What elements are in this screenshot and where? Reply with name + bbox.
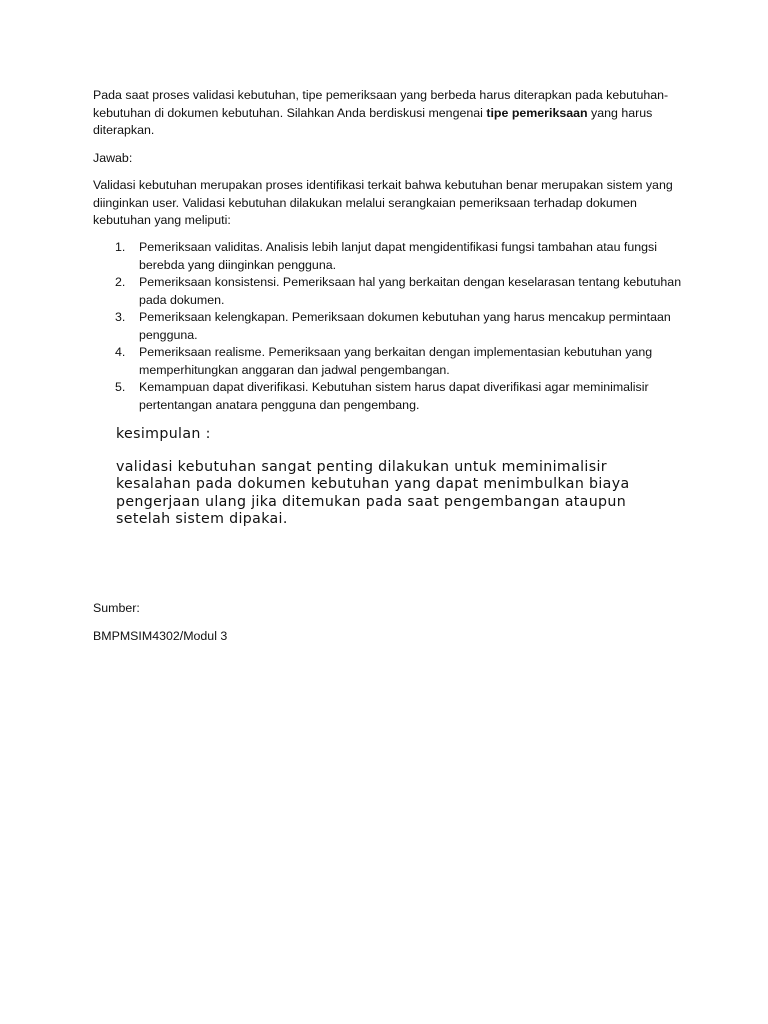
question-paragraph bbox=[93, 87, 683, 140]
answer-label: Jawab: bbox=[93, 151, 133, 165]
list-item bbox=[93, 309, 683, 344]
question-text-end: yang harus diterapkan. bbox=[93, 105, 653, 137]
list-number: 2. bbox=[115, 275, 126, 289]
source-label: Sumber: bbox=[93, 601, 140, 615]
list-item bbox=[93, 379, 683, 414]
validation-check-list bbox=[93, 239, 683, 414]
question-bold-text: tipe pemeriksaan bbox=[486, 105, 588, 120]
list-item-text: Pemeriksaan realisme. Pemeriksaan yang berkaitan dengan implementasian kebutuhan yang memperhitungkan anggaran dan jadwal pengembangan. bbox=[139, 345, 653, 377]
question-text: Pada saat proses validasi kebutuhan, tipe pemeriksaan yang berbeda harus diterapkan pada kebutuhan-kebutuhan di dokumen kebutuhan. Silahkan Anda berdiskusi mengenai bbox=[93, 88, 669, 120]
list-item-text: Pemeriksaan kelengkapan. Pemeriksaan dokumen kebutuhan yang harus mencakup permintaan pengguna. bbox=[139, 310, 671, 342]
list-item bbox=[93, 239, 683, 274]
intro-paragraph: Validasi kebutuhan merupakan proses identifikasi terkait bahwa kebutuhan benar merupakan sistem yang diinginkan user. Validasi kebutuhan dilakukan melalui serangkaian pemeriksaan terhadap dokumen kebutuhan yang meliputi: bbox=[93, 178, 673, 227]
list-number: 5. bbox=[115, 380, 126, 394]
conclusion-text: validasi kebutuhan sangat penting dilakukan untuk meminimalisir kesalahan pada dokumen kebutuhan yang dapat menimbulkan biaya pengerjaan ulang jika ditemukan pada saat pengembangan ataupun setelah sistem dipakai. bbox=[116, 459, 630, 527]
conclusion-title: kesimpulan : bbox=[116, 426, 211, 442]
list-item bbox=[93, 344, 683, 379]
list-item bbox=[93, 274, 683, 309]
list-number: 1. bbox=[115, 240, 126, 254]
list-number: 3. bbox=[115, 310, 126, 324]
list-number: 4. bbox=[115, 345, 126, 359]
list-item-text: Kemampuan dapat diverifikasi. Kebutuhan sistem harus dapat diverifikasi agar meminimalisir pertentangan anatara pengguna dan pengembang. bbox=[139, 380, 649, 412]
list-item-text: Pemeriksaan validitas. Analisis lebih lanjut dapat mengidentifikasi fungsi tambahan atau fungsi berebda yang diinginkan pengguna. bbox=[139, 240, 657, 272]
source-reference: BMPMSIM4302/Modul 3 bbox=[93, 629, 228, 643]
list-item-text: Pemeriksaan konsistensi. Pemeriksaan hal yang berkaitan dengan keselarasan tentang kebutuhan pada dokumen. bbox=[139, 275, 682, 307]
